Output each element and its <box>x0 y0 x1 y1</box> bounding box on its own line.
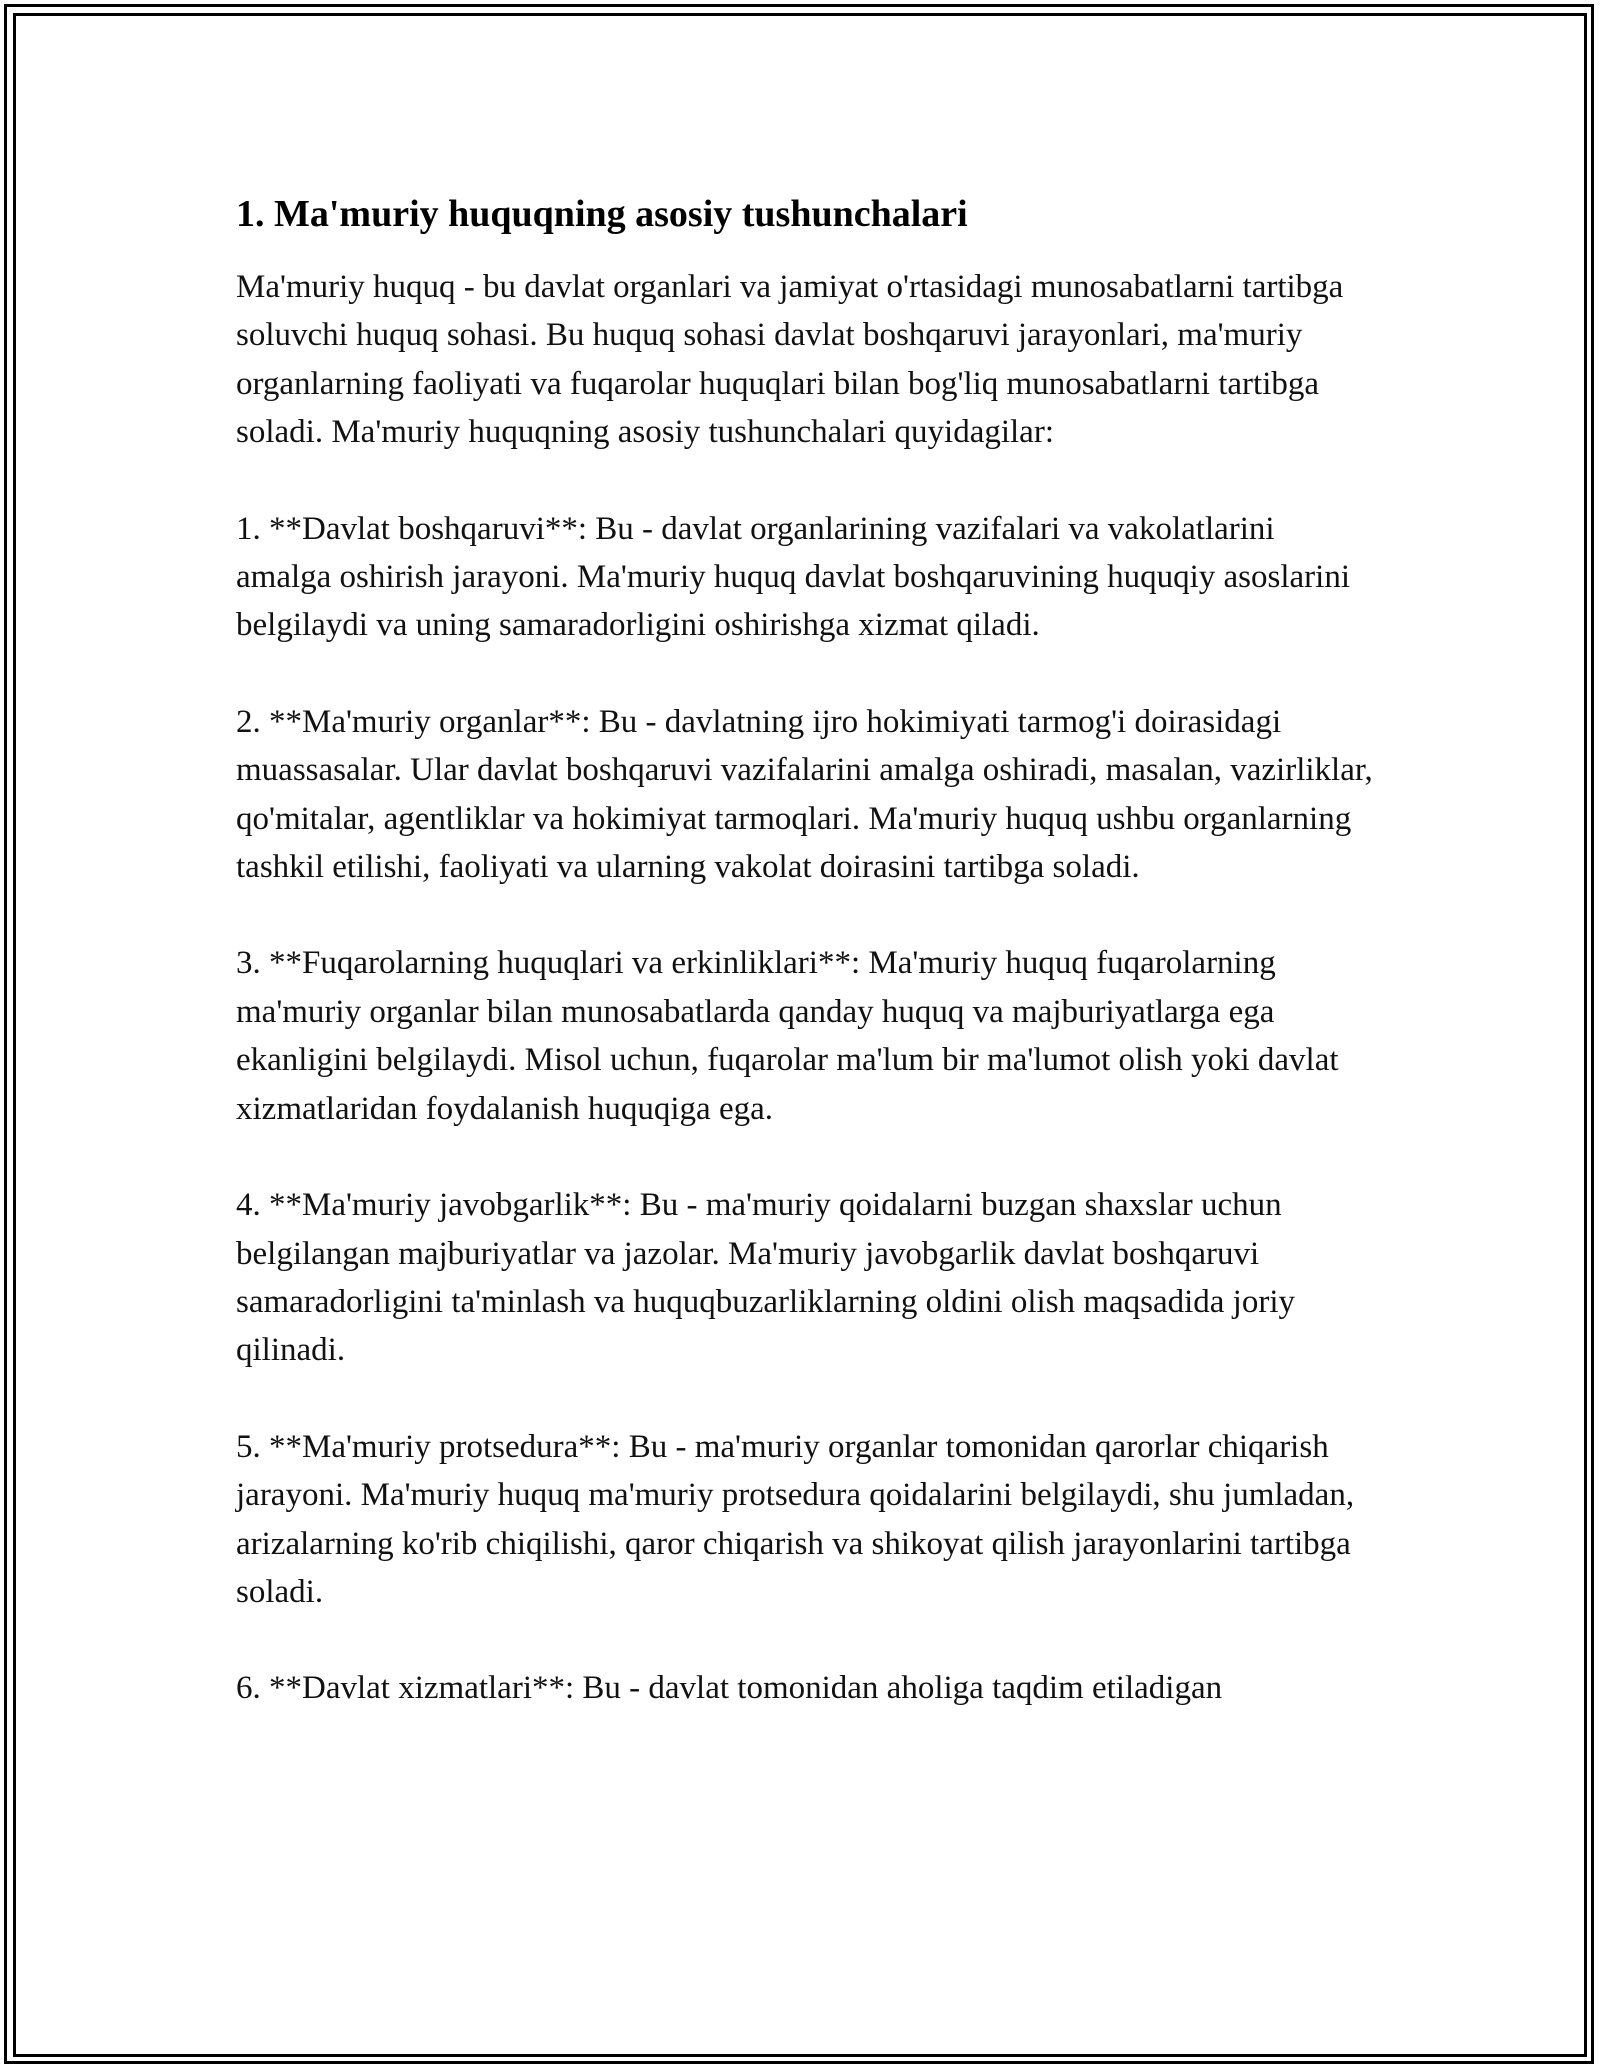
list-item-davlat-boshqaruvi: 1. **Davlat boshqaruvi**: Bu - davlat organlarining vazifalari va vakolatlarini amalga oshirish jarayoni. Ma'muriy huquq davlat boshqaruvining huquqiy asoslarini belgilaydi va uning samaradorligini oshirishga xizmat qiladi. <box>236 510 1351 644</box>
list-item-davlat-xizmatlari: 6. **Davlat xizmatlari**: Bu - davlat tomonidan aholiga taqdim etiladigan <box>236 1670 1223 1707</box>
document-body <box>236 188 1376 1761</box>
section-heading: 1. Ma'muriy huquqning asosiy tushunchalari <box>236 193 968 235</box>
list-item-mamuriy-protsedura: 5. **Ma'muriy protsedura**: Bu - ma'muriy organlar tomonidan qarorlar chiqarish jarayoni. Ma'muriy huquq ma'muriy protsedura qoidalarini belgilaydi, shu jumladan, arizalarning ko'rib chiqilishi, qaror chiqarish va shikoyat qilish jarayonlarini tartibga soladi. <box>236 1428 1355 1610</box>
list-item-fuqarolar-huquqlari: 3. **Fuqarolarning huquqlari va erkinliklari**: Ma'muriy huquq fuqarolarning ma'muriy organlar bilan munosabatlarda qanday huquq va majburiyatlarga ega ekanligini belgilaydi. Misol uchun, fuqarolar ma'lum bir ma'lumot olish yoki davlat xizmatlaridan foydalanish huquqiga ega. <box>236 945 1339 1127</box>
intro-paragraph: Ma'muriy huquq - bu davlat organlari va jamiyat o'rtasidagi munosabatlarni tartibga soluvchi huquq sohasi. Bu huquq sohasi davlat boshqaruvi jarayonlari, ma'muriy organlarning faoliyati va fuqarolar huquqlari bilan bog'liq munosabatlarni tartibga soladi. Ma'muriy huquqning asosiy tushunchalari quyidagilar: <box>236 269 1344 451</box>
list-item-mamuriy-organlar: 2. **Ma'muriy organlar**: Bu - davlatning ijro hokimiyati tarmog'i doirasidagi muassasalar. Ular davlat boshqaruvi vazifalarini amalga oshiradi, masalan, vazirliklar, qo'mitalar, agentliklar va hokimiyat tarmoqlari. Ma'muriy huquq ushbu organlarning tashkil etilishi, faoliyati va ularning vakolat doirasini tartibga soladi. <box>236 703 1373 886</box>
list-item-mamuriy-javobgarlik: 4. **Ma'muriy javobgarlik**: Bu - ma'muriy qoidalarni buzgan shaxslar uchun belgilangan majburiyatlar va jazolar. Ma'muriy javobgarlik davlat boshqaruvi samaradorligini ta'minlash va huquqbuzarliklarning oldini olish maqsadida joriy qilinadi. <box>236 1187 1295 1369</box>
